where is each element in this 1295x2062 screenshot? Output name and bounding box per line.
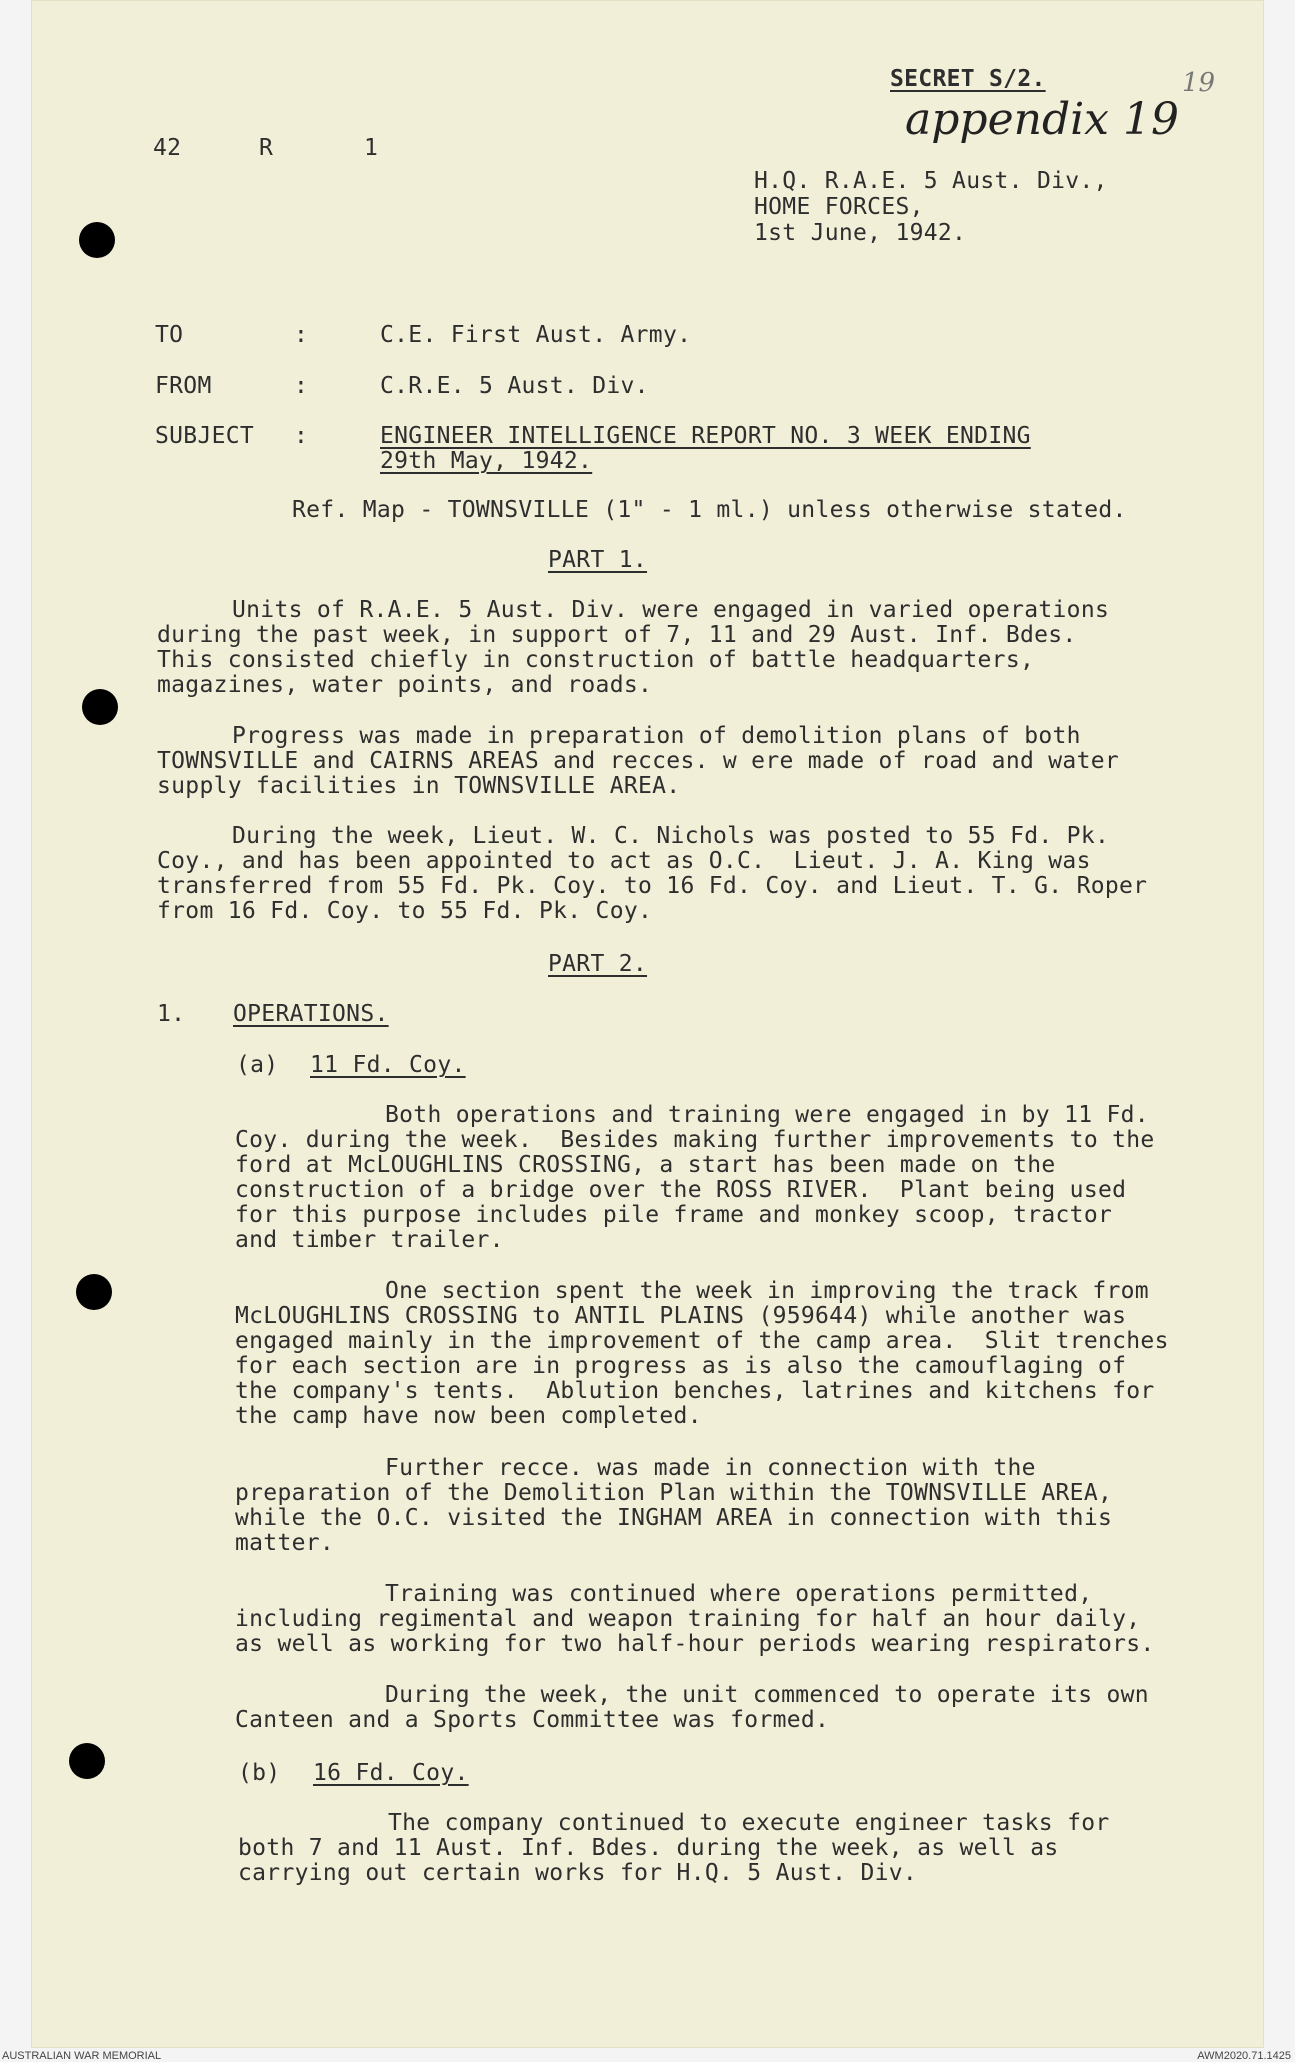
address-line-3: 1st June, 1942.: [754, 220, 967, 246]
a-p1-l5: for this purpose includes pile frame and monkey scoop, tractor: [235, 1202, 1113, 1228]
a-p2-l5: the company's tents. Ablution benches, latrines and kitchens for: [235, 1378, 1155, 1404]
a-p4-l2: including regimental and weapon training for half an hour daily,: [235, 1606, 1141, 1632]
from-value: C.R.E. 5 Aust. Div.: [380, 373, 649, 399]
b-p1-l2: both 7 and 11 Aust. Inf. Bdes. during the week, as well as: [238, 1835, 1059, 1861]
part1-p1-l1: Units of R.A.E. 5 Aust. Div. were engaged in varied operations: [232, 597, 1110, 623]
a-p1-l2: Coy. during the week. Besides making further improvements to the: [235, 1127, 1155, 1153]
section-title-operations: OPERATIONS.: [233, 1001, 389, 1027]
part1-p3-l2: Coy., and has been appointed to act as O.C. Lieut. J. A. King was: [157, 848, 1091, 874]
a-p2-l6: the camp have now been completed.: [235, 1403, 702, 1429]
a-p3-l4: matter.: [235, 1530, 335, 1556]
a-p1-l1: Both operations and training were engaged in by 11 Fd.: [385, 1102, 1149, 1128]
b-p1-l1: The company continued to execute engineer tasks for: [388, 1810, 1110, 1836]
a-p4-l1: Training was continued where operations permitted,: [385, 1581, 1093, 1607]
subsection-a-title: 11 Fd. Coy.: [310, 1052, 466, 1078]
punch-hole-1: [79, 222, 115, 258]
part1-p1-l2: during the past week, in support of 7, 11 and 29 Aust. Inf. Bdes.: [157, 622, 1077, 648]
a-p2-l1: One section spent the week in improving the track from: [385, 1278, 1149, 1304]
punch-hole-3: [76, 1274, 112, 1310]
a-p1-l6: and timber trailer.: [235, 1227, 504, 1253]
b-p1-l3: carrying out certain works for H.Q. 5 Aust. Div.: [238, 1860, 918, 1886]
punch-hole-2: [82, 689, 118, 725]
a-p2-l2: McLOUGHLINS CROSSING to ANTIL PLAINS (959644) while another was: [235, 1303, 1127, 1329]
part1-p2-l2: TOWNSVILLE and CAIRNS AREAS and recces. w ere made of road and water: [157, 748, 1120, 774]
part1-p1-l3: This consisted chiefly in construction of battle headquarters,: [157, 647, 1035, 673]
part1-p3-l4: from 16 Fd. Coy. to 55 Fd. Pk. Coy.: [157, 898, 653, 924]
secret-classification: SECRET S/2.: [890, 66, 1046, 92]
file-ref-3: 1: [364, 135, 379, 161]
a-p5-l1: During the week, the unit commenced to operate its own: [385, 1682, 1149, 1708]
to-sep: :: [294, 322, 309, 348]
a-p2-l4: for each section are in progress as is also the camouflaging of: [235, 1353, 1127, 1379]
address-line-1: H.Q. R.A.E. 5 Aust. Div.,: [754, 168, 1108, 194]
a-p5-l2: Canteen and a Sports Committee was formed.: [235, 1707, 830, 1733]
a-p3-l2: preparation of the Demolition Plan within the TOWNSVILLE AREA,: [235, 1480, 1113, 1506]
handwritten-margin-number: 19: [1182, 68, 1216, 98]
from-sep: :: [294, 373, 309, 399]
part1-heading: PART 1.: [548, 547, 648, 573]
part2-heading: PART 2.: [548, 951, 648, 977]
handwritten-appendix: appendix 19: [905, 94, 1179, 145]
part1-p1-l4: magazines, water points, and roads.: [157, 672, 653, 698]
part1-p3-l3: transferred from 55 Fd. Pk. Coy. to 16 Fd. Coy. and Lieut. T. G. Roper: [157, 873, 1148, 899]
a-p4-l3: as well as working for two half-hour periods wearing respirators.: [235, 1631, 1155, 1657]
subsection-b-label: (b): [238, 1760, 281, 1786]
to-value: C.E. First Aust. Army.: [380, 322, 692, 348]
footer-right: AWM2020.71.1425: [1197, 2050, 1291, 2062]
file-ref-2: R: [259, 135, 274, 161]
a-p1-l3: ford at McLOUGHLINS CROSSING, a start has been made on the: [235, 1152, 1056, 1178]
a-p1-l4: construction of a bridge over the ROSS RIVER. Plant being used: [235, 1177, 1127, 1203]
subject-label: SUBJECT: [155, 423, 255, 449]
a-p3-l3: while the O.C. visited the INGHAM AREA in connection with this: [235, 1505, 1113, 1531]
subsection-b-title: 16 Fd. Coy.: [313, 1760, 469, 1786]
subject-line-1: ENGINEER INTELLIGENCE REPORT NO. 3 WEEK ENDING: [380, 423, 1031, 449]
subject-sep: :: [294, 423, 309, 449]
footer-left: AUSTRALIAN WAR MEMORIAL: [2, 2050, 162, 2062]
part1-p2-l3: supply facilities in TOWNSVILLE AREA.: [157, 773, 681, 799]
document-page: [31, 0, 1264, 2048]
to-label: TO: [155, 322, 184, 348]
address-line-2: HOME FORCES,: [754, 194, 924, 220]
part1-p3-l1: During the week, Lieut. W. C. Nichols was posted to 55 Fd. Pk.: [232, 823, 1110, 849]
a-p2-l3: engaged mainly in the improvement of the camp area. Slit trenches: [235, 1328, 1169, 1354]
part1-p2-l1: Progress was made in preparation of demolition plans of both: [232, 723, 1081, 749]
a-p3-l1: Further recce. was made in connection with the: [385, 1455, 1036, 1481]
ref-map: Ref. Map - TOWNSVILLE (1" - 1 ml.) unless otherwise stated.: [292, 497, 1127, 523]
section-number: 1.: [157, 1001, 186, 1027]
subject-line-2: 29th May, 1942.: [380, 448, 593, 474]
from-label: FROM: [155, 373, 212, 399]
subsection-a-label: (a): [236, 1052, 279, 1078]
punch-hole-4: [69, 1743, 105, 1779]
file-ref-1: 42: [153, 135, 182, 161]
